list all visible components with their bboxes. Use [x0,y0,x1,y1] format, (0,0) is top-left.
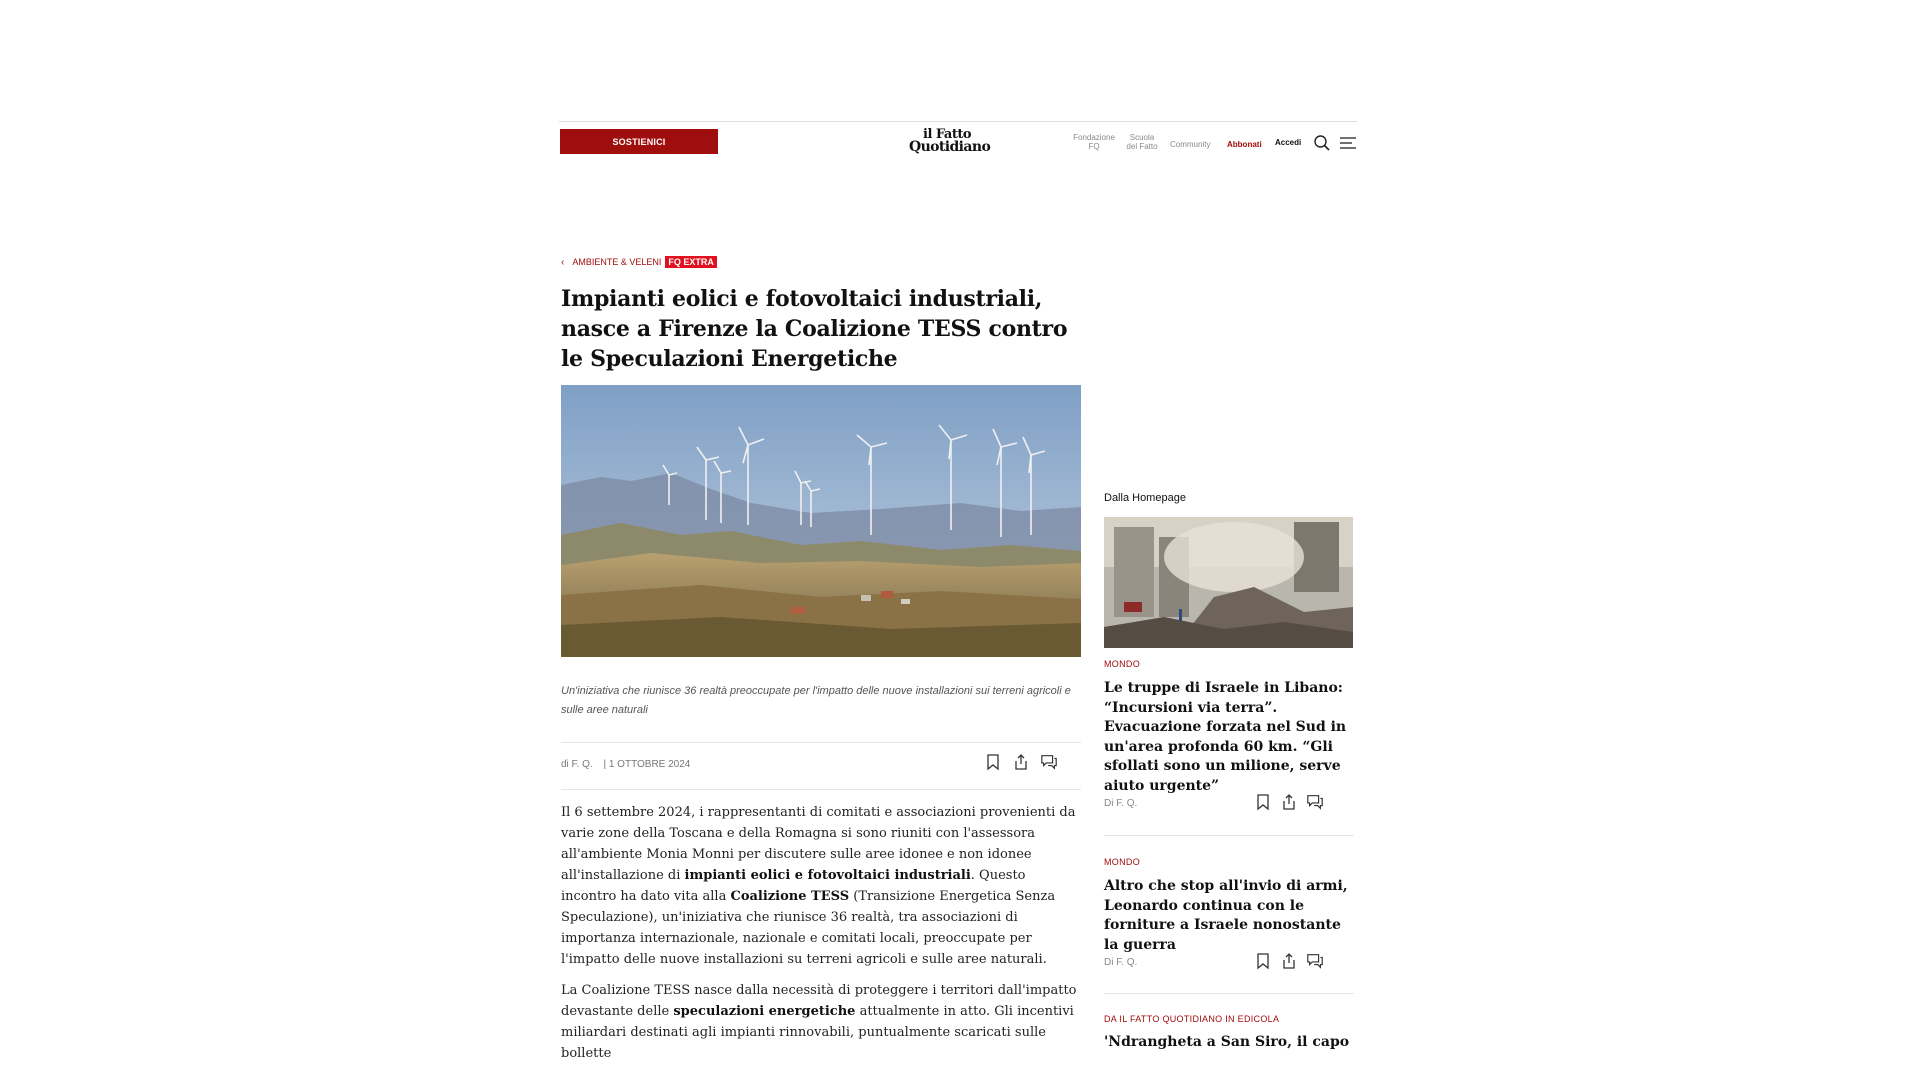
section-link[interactable]: AMBIENTE & VELENI [572,257,662,267]
sidebar-image-destroyed-buildings[interactable] [1104,517,1353,648]
sidebar-homepage [1104,492,1354,1050]
card-1-author[interactable]: Di F. Q. [1104,798,1138,809]
share-icon[interactable] [1280,793,1298,811]
card-1-actions [1254,793,1324,811]
article-body [561,802,1081,1074]
card-2-actions [1254,952,1324,970]
share-icon[interactable] [1012,753,1030,771]
comments-icon[interactable] [1040,753,1058,771]
share-icon[interactable] [1280,952,1298,970]
fq-extra-badge[interactable]: FQ EXTRA [665,256,717,268]
image-caption: Un'iniziativa che riunisce 36 realtà preoccupate per l'impatto delle nuove installazioni sui terreni agricoli e sulle aree naturali [561,685,1071,716]
card-2-title[interactable]: Altro che stop all'invio di armi, Leonardo continua con le forniture a Israele nonostante la guerra [1104,878,1348,953]
paragraph-1: Il 6 settembre 2024, i rappresentanti di comitati e associazioni provenienti da varie zone della Toscana e della Romagna si sono riuniti con l'assessora all'ambiente Monia Monni per discutere sulle aree idonee e non idonee all'installazione di impianti eolici e fotovoltaici industriali. Questo incontro ha dato vita alla Coalizione TESS (Transizione Energetica Senza Speculazione), un'iniziativa che riunisce 36 realtà, tra associazioni di importanza internazionale, nazionale e comitati locali, preoccupate per l'impatto delle nuove installazioni su terreni agricoli e sulle aree naturali. [561,805,1076,967]
site-logo[interactable] [909,127,1009,157]
meta-divider-bottom [561,789,1081,790]
article-meta [561,759,690,770]
card-divider [1104,835,1354,836]
search-icon[interactable] [1313,134,1331,152]
sidebar-heading: Dalla Homepage [1104,492,1186,504]
card-3-category[interactable]: DA IL FATTO QUOTIDIANO IN EDICOLA [1104,1014,1280,1024]
breadcrumb [561,256,717,268]
nav-accedi[interactable]: Accedi [1275,138,1302,147]
bookmark-icon[interactable] [1254,952,1272,970]
card-1-category[interactable]: MONDO [1104,659,1140,669]
author[interactable]: di F. Q. [561,759,593,770]
chevron-left-icon: ‹ [561,256,565,268]
site-header [559,121,1357,165]
menu-icon[interactable] [1339,134,1357,152]
nav-scuola-del-fatto[interactable]: Scuola del Fatto [1126,133,1158,151]
comments-icon[interactable] [1306,952,1324,970]
card-2-category[interactable]: MONDO [1104,857,1140,867]
hero-image-wind-turbines [561,385,1081,657]
card-3-title[interactable]: 'Ndrangheta a San Siro, il capo [1104,1034,1350,1050]
card-1-title[interactable]: Le truppe di Israele in Libano: “Incursioni via terra”. Evacuazione forzata nel Sud in un'area profonda 60 km. “Gli sfollati sono un milione, serve aiuto urgente” [1104,680,1347,794]
nav-fondazione-fq[interactable]: Fondazione FQ [1073,133,1115,151]
logo-line-1: il Fatto [923,127,972,142]
card-2-author[interactable]: Di F. Q. [1104,957,1138,968]
bookmark-icon[interactable] [984,753,1002,771]
logo-line-2: Quotidiano [909,139,991,155]
article-title: Impianti eolici e fotovoltaici industriali, nasce a Firenze la Coalizione TESS contro le Speculazioni Energetiche [561,286,1068,372]
nav-abbonati[interactable]: Abbonati [1227,140,1262,149]
card-divider [1104,993,1354,994]
article-actions [984,753,1058,771]
meta-divider-top [561,742,1081,743]
comments-icon[interactable] [1306,793,1324,811]
paragraph-2: La Coalizione TESS nasce dalla necessità di proteggere i territori dall'impatto devastante delle speculazioni energetiche attualmente in atto. Gli incentivi miliardari destinati agli impianti rinnovabili, puntualmente scaricati sulle bollette [561,983,1077,1061]
publish-date: | 1 OTTOBRE 2024 [603,759,691,770]
sostienici-button[interactable]: SOSTIENICI [560,129,718,154]
bookmark-icon[interactable] [1254,793,1272,811]
nav-community[interactable]: Community [1170,140,1211,149]
